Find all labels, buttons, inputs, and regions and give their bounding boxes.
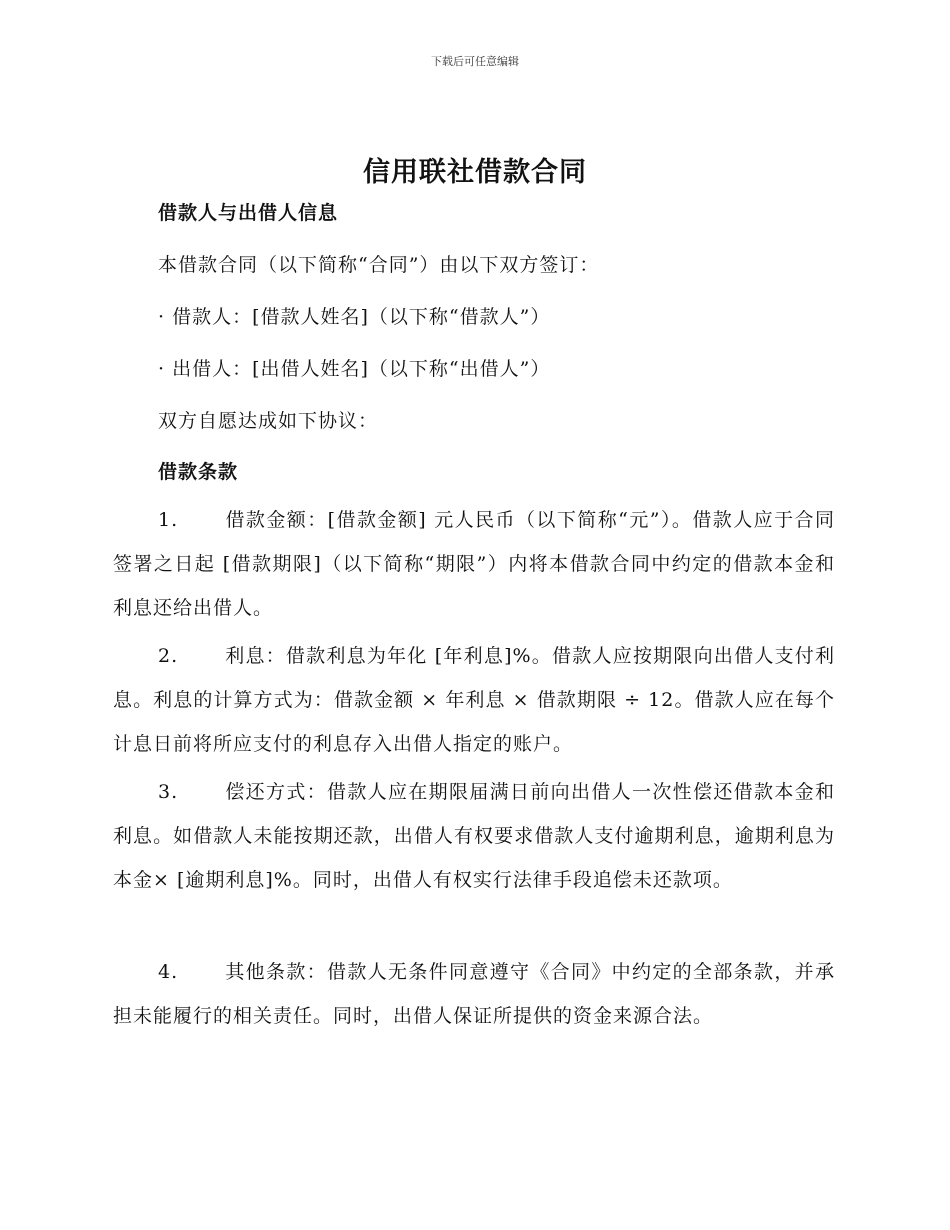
lender-line: · 出借人：[出借人姓名]（以下称“出借人”） bbox=[158, 358, 551, 380]
agreement-line: 双方自愿达成如下协议： bbox=[158, 410, 379, 432]
header-note: 下载后可任意编辑 bbox=[431, 55, 519, 68]
clause-item bbox=[113, 634, 835, 766]
intro-paragraph: 本借款合同（以下简称“合同”）由以下双方签订： bbox=[158, 254, 600, 276]
clause-text: 其他条款：借款人无条件同意遵守《合同》中约定的全部条款，并承担未能履行的相关责任。同时，出借人保证所提供的资金来源合法。 bbox=[113, 961, 835, 1027]
section-heading-terms: 借款条款 bbox=[158, 461, 239, 483]
clause-number: 1. bbox=[158, 509, 179, 531]
clause-text: 利息：借款利息为年化 [年利息]%。借款人应按期限向出借人支付利息。利息的计算方式为：借款金额 × 年利息 × 借款期限 ÷ 12。借款人应在每个计息日前将所应支付的利息存入出借人指定的账户。 bbox=[113, 645, 835, 755]
clause-item bbox=[113, 498, 835, 630]
clause-text: 借款金额：[借款金额] 元人民币（以下简称“元”）。借款人应于合同签署之日起 [借款期限]（以下简称“期限”）内将本借款合同中约定的借款本金和利息还给出借人。 bbox=[113, 509, 835, 619]
clause-number: 4. bbox=[158, 961, 179, 983]
clause-number: 3. bbox=[158, 781, 179, 803]
clause-number: 2. bbox=[158, 645, 179, 667]
borrower-line: · 借款人：[借款人姓名]（以下称“借款人”） bbox=[158, 306, 551, 328]
clause-item bbox=[113, 770, 835, 902]
clause-item bbox=[113, 950, 835, 1038]
clause-text: 偿还方式：借款人应在期限届满日前向出借人一次性偿还借款本金和利息。如借款人未能按期还款，出借人有权要求借款人支付逾期利息，逾期利息为本金× [逾期利息]%。同时，出借人有权实行法律手段追偿未还款项。 bbox=[113, 781, 835, 891]
document-title: 信用联社借款合同 bbox=[363, 157, 587, 188]
section-heading-parties: 借款人与出借人信息 bbox=[158, 202, 339, 224]
